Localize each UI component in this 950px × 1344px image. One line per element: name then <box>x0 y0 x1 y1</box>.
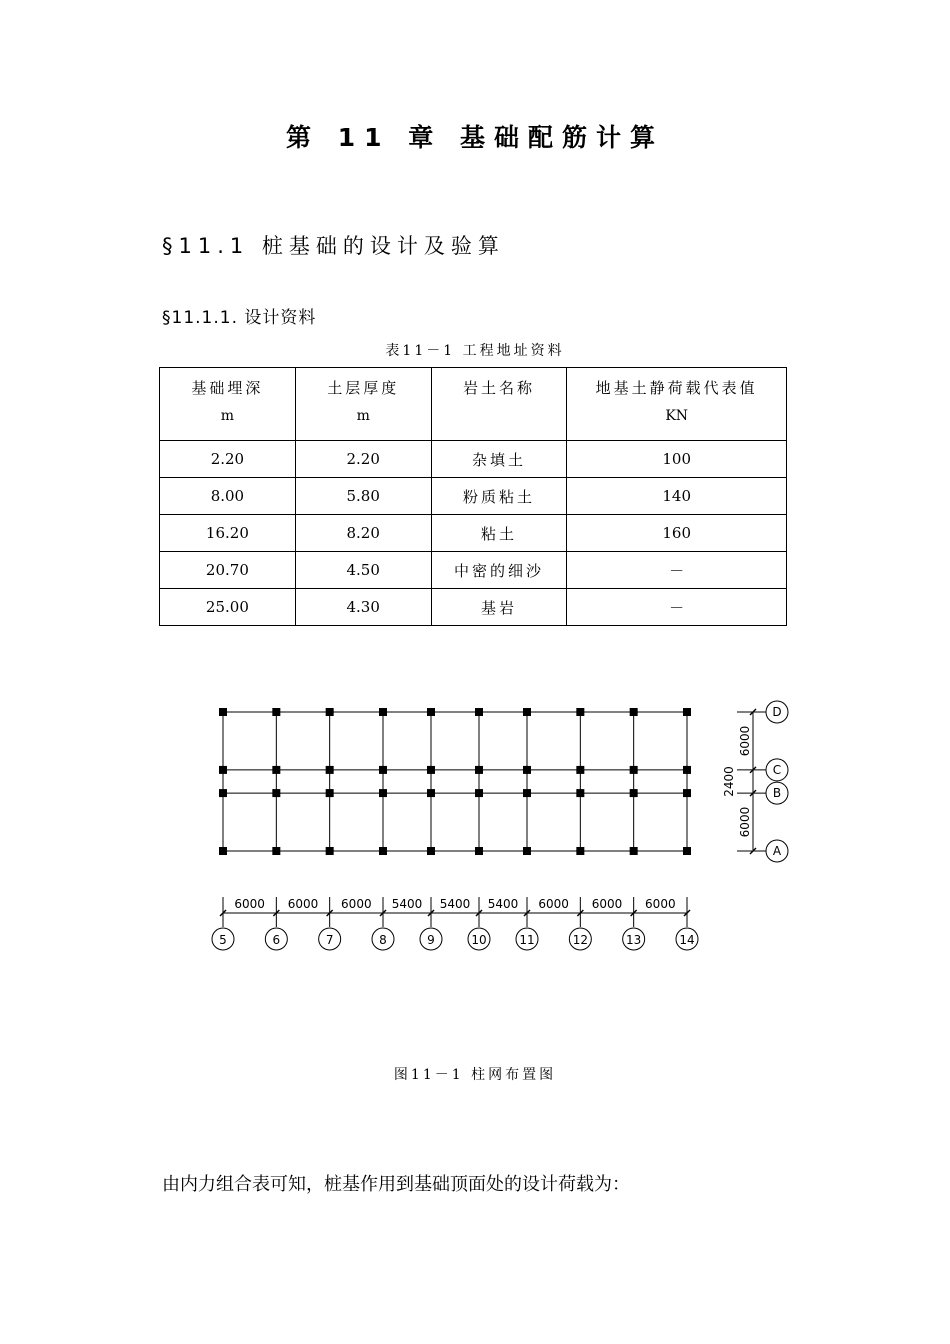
column-marker <box>379 847 387 855</box>
dimension-label: 6000 <box>287 897 319 911</box>
axis-label-12: 12 <box>572 933 588 947</box>
dimension-label: 6000 <box>591 897 623 911</box>
table-cell: 100 <box>567 441 787 478</box>
column-marker <box>272 766 280 774</box>
axis-label-8: 8 <box>379 933 387 947</box>
figure-caption: 图11－1 柱网布置图 <box>393 1067 557 1083</box>
body-text: 由内力组合表可知，桩基作用到基础顶面处的设计荷载为： <box>162 1174 630 1195</box>
table-cell: 杂填土 <box>431 441 567 478</box>
column-marker <box>427 766 435 774</box>
dimension-label: 5400 <box>439 897 471 911</box>
column-marker <box>219 766 227 774</box>
column-marker <box>576 847 584 855</box>
column-marker <box>630 847 638 855</box>
section-title: §11.1 桩基础的设计及验算 <box>162 234 505 258</box>
table-cell: 20.70 <box>160 552 296 589</box>
column-marker <box>683 766 691 774</box>
column-marker <box>326 789 334 797</box>
column-marker <box>272 708 280 716</box>
dimension-label: 6000 <box>538 897 569 911</box>
column-marker <box>379 708 387 716</box>
dimension-label: 5400 <box>487 897 519 911</box>
table-cell: 5.80 <box>295 478 431 515</box>
dimension-label: 6000 <box>234 897 265 911</box>
table-cell: 粉质粘土 <box>431 478 567 515</box>
axis-label-13: 13 <box>626 933 642 947</box>
axis-label-9: 9 <box>427 933 435 947</box>
column-marker <box>475 789 483 797</box>
column-marker <box>576 708 584 716</box>
table-cell: － <box>567 589 787 626</box>
column-marker <box>475 708 483 716</box>
column-marker <box>523 847 531 855</box>
dimension-label: 6000 <box>645 897 676 911</box>
subsection-title: §11.1.1. 设计资料 <box>162 308 317 328</box>
dimension-label: 6000 <box>738 725 752 757</box>
column-marker <box>576 789 584 797</box>
table-cell: 2.20 <box>160 441 296 478</box>
column-marker <box>427 708 435 716</box>
axis-label-10: 10 <box>471 933 487 947</box>
table-cell: 8.00 <box>160 478 296 515</box>
table-cell: 4.50 <box>295 552 431 589</box>
column-marker <box>630 708 638 716</box>
column-marker <box>475 847 483 855</box>
column-marker <box>630 789 638 797</box>
table-cell: 2.20 <box>295 441 431 478</box>
column-marker <box>272 847 280 855</box>
column-marker <box>523 789 531 797</box>
axis-label-D: D <box>772 705 782 719</box>
axis-label-C: C <box>772 762 782 777</box>
axis-label-11: 11 <box>519 933 535 947</box>
column-marker <box>523 708 531 716</box>
column-marker <box>683 708 691 716</box>
column-marker <box>630 766 638 774</box>
column-marker <box>272 789 280 797</box>
column-marker <box>576 766 584 774</box>
table-cell: 160 <box>567 515 787 552</box>
chapter-title: 第 11 章 基础配筋计算 <box>286 123 664 152</box>
axis-label-6: 6 <box>272 933 281 947</box>
dimension-label: 5400 <box>391 897 423 911</box>
table-cell: 基岩 <box>431 589 567 626</box>
axis-label-7: 7 <box>325 933 334 947</box>
table-caption: 表11－1 工程地址资料 <box>385 343 565 359</box>
column-marker <box>427 789 435 797</box>
table-cell: 4.30 <box>295 589 431 626</box>
axis-label-14: 14 <box>679 933 695 947</box>
column-marker <box>379 766 387 774</box>
table-cell: 16.20 <box>160 515 296 552</box>
axis-label-5: 5 <box>219 933 227 947</box>
table-cell: 中密的细沙 <box>431 552 567 589</box>
column-marker <box>219 847 227 855</box>
column-marker <box>326 708 334 716</box>
table-cell: 140 <box>567 478 787 515</box>
table-header-cell: 基础埋深 m <box>160 368 296 441</box>
column-marker <box>683 789 691 797</box>
column-marker <box>683 847 691 855</box>
dimension-label: 2400 <box>722 766 736 797</box>
column-marker <box>326 766 334 774</box>
column-marker <box>523 766 531 774</box>
table-cell: 粘土 <box>431 515 567 552</box>
column-marker <box>379 789 387 797</box>
table-header-cell: 土层厚度 m <box>295 368 431 441</box>
table-cell: 8.20 <box>295 515 431 552</box>
dimension-label: 6000 <box>738 806 752 838</box>
column-marker <box>219 789 227 797</box>
axis-label-B: B <box>772 786 782 801</box>
dimension-label: 6000 <box>341 897 372 911</box>
column-marker <box>326 847 334 855</box>
table-cell: 25.00 <box>160 589 296 626</box>
table-header-cell: 岩土名称 <box>431 368 567 441</box>
column-marker <box>427 847 435 855</box>
axis-label-A: A <box>772 844 782 858</box>
column-marker <box>475 766 483 774</box>
table-cell: － <box>567 552 787 589</box>
column-marker <box>219 708 227 716</box>
table-header-cell: 地基土静荷载代表值 KN <box>567 368 787 441</box>
